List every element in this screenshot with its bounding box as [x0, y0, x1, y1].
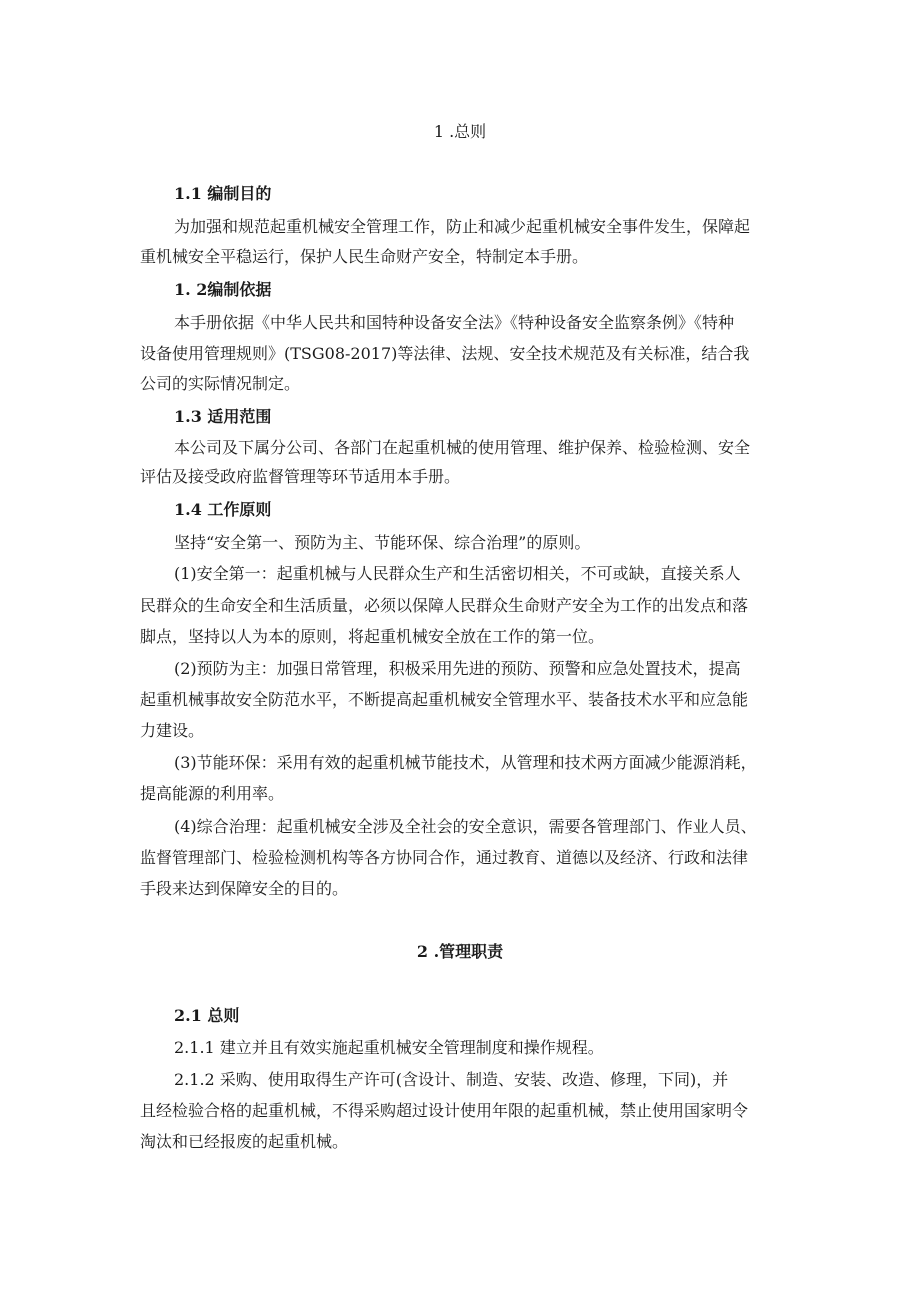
section-heading-1-4: 1.4 工作原则 — [174, 500, 272, 519]
section-heading-1-2: 1. 2编制依据 — [174, 280, 272, 299]
paragraph-line: 公司的实际情况制定。 — [140, 374, 301, 393]
list-item-line: 监督管理部门、检验检测机构等各方协同合作，通过教育、道德以及经济、行政和法律 — [140, 848, 749, 867]
clause-line: 2.1.1 建立并且有效实施起重机械安全管理制度和操作规程。 — [174, 1038, 604, 1057]
list-item-line: (1)安全第一：起重机械与人民群众生产和生活密切相关，不可或缺，直接关系人 — [174, 564, 741, 583]
chapter-title-1: 1 .总则 — [433, 122, 487, 141]
list-item-line: 手段来达到保障安全的目的。 — [140, 879, 349, 898]
section-heading-2-1: 2.1 总则 — [174, 1006, 240, 1025]
clause-line: 2.1.2 采购、使用取得生产许可(含设计、制造、安装、改造、修理，下同)，并 — [174, 1070, 729, 1089]
paragraph-line: 设备使用管理规则》(TSG08-2017)等法律、法规、安全技术规范及有关标准，结合我 — [140, 344, 750, 363]
list-item-line: (3)节能环保：采用有效的起重机械节能技术，从管理和技术两方面减少能源消耗， — [174, 753, 757, 772]
clause-line: 且经检验合格的起重机械，不得采购超过设计使用年限的起重机械，禁止使用国家明令 — [140, 1101, 749, 1120]
paragraph-line: 本公司及下属分公司、各部门在起重机械的使用管理、维护保养、检验检测、安全 — [174, 438, 751, 457]
paragraph-line: 本手册依据《中华人民共和国特种设备安全法》《特种设备安全监察条例》《特种 — [174, 313, 735, 332]
section-heading-1-3: 1.3 适用范围 — [174, 407, 272, 426]
section-heading-1-1: 1.1 编制目的 — [174, 184, 272, 203]
paragraph-line: 坚持“安全第一、预防为主、节能环保、综合治理”的原则。 — [174, 533, 591, 552]
list-item-line: 提高能源的利用率。 — [140, 784, 285, 803]
paragraph-line: 评估及接受政府监督管理等环节适用本手册。 — [140, 467, 461, 486]
list-item-line: (4)综合治理：起重机械安全涉及全社会的安全意识，需要各管理部门、作业人员、 — [174, 817, 757, 836]
list-item-line: 民群众的生命安全和生活质量，必须以保障人民群众生命财产安全为工作的出发点和落 — [140, 596, 749, 615]
clause-line: 淘汰和已经报废的起重机械。 — [140, 1132, 349, 1151]
list-item-line: (2)预防为主：加强日常管理，积极采用先进的预防、预警和应急处置技术，提高 — [174, 659, 741, 678]
paragraph-line: 重机械安全平稳运行，保护人民生命财产安全，特制定本手册。 — [140, 247, 589, 266]
chapter-title-2: 2 .管理职责 — [416, 942, 504, 961]
list-item-line: 起重机械事故安全防范水平，不断提高起重机械安全管理水平、装备技术水平和应急能 — [140, 690, 749, 709]
list-item-line: 力建设。 — [140, 721, 205, 740]
list-item-line: 脚点，坚持以人为本的原则，将起重机械安全放在工作的第一位。 — [140, 627, 605, 646]
paragraph-line: 为加强和规范起重机械安全管理工作，防止和减少起重机械安全事件发生，保障起 — [174, 217, 751, 236]
